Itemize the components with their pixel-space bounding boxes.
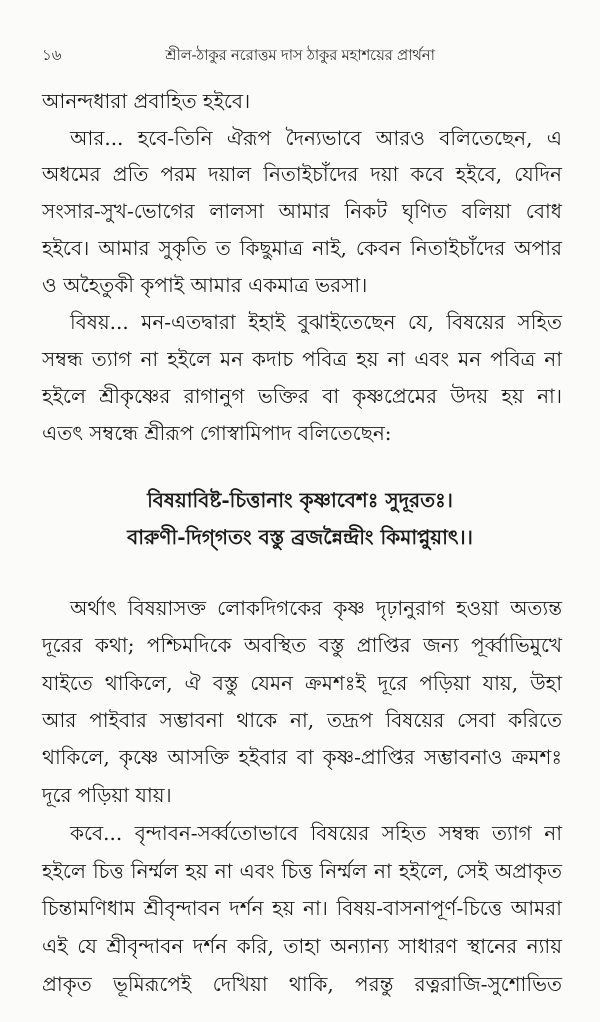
text-line: হইলে শ্রীকৃষ্ণের রাগানুগ ভক্তির বা কৃষ্ণপ্রেমের উদয় হয় না। <box>42 384 562 408</box>
text-line: হইবে। আমার সুকৃতি ত কিছুমাত্র নাই, কেবন নিতাইচাঁদের অপার <box>42 236 562 260</box>
text-line: আনন্দধারা প্রবাহিত হইবে। <box>42 89 251 113</box>
text-line: আর পাইবার সম্ভাবনা থাকে না, তদ্রূপ বিষয়ের সেবা করিতে <box>42 708 562 732</box>
page-number: ১৬ <box>42 46 62 64</box>
text-line: এতৎ সম্বন্ধে শ্রীরূপ গোস্বামিপাদ বলিতেছেন: <box>42 421 392 445</box>
text-line: দূরের কথা; পশ্চিমদিকে অবস্থিত বস্তু প্রাপ্তির জন্য পূর্ব্বাভিমুখে <box>42 633 562 657</box>
text-line: প্রাকৃত ভূমিরূপেই দেখিয়া থাকি, পরন্তু রত্নরাজি-সুশোভিত <box>42 972 562 996</box>
text-line: সংসার-সুখ-ভোগের লালসা আমার নিকট ঘৃণিত বলিয়া বোধ <box>42 199 562 223</box>
text-line: চিন্তামণিধাম শ্রীবৃন্দাবন দর্শন হয় না। বিষয়-বাসনাপূর্ণ-চিত্তে আমরা <box>42 896 562 920</box>
verse-line: বারুণী-দিগ্‌গতং বস্তু ব্রজন্নৈন্দ্রীং কিমাপ্নুয়াৎ।। <box>127 525 473 549</box>
text-line: বিষয়... মন-এতদ্বারা ইহাই বুঝাইতেছেন যে, বিষয়ের সহিত <box>70 310 562 334</box>
running-title: শ্রীল-ঠাকুর নরোত্তম দাস ঠাকুর মহাশয়ের প্রার্থনা <box>165 46 435 64</box>
text-line: অর্থাৎ বিষয়াসক্ত লোকদিগকের কৃষ্ণ দৃঢ়ানুরাগ হওয়া অত্যন্ত <box>70 596 562 620</box>
text-line: যাইতে থাকিলে, ঐ বস্তু যেমন ক্রমশঃই দূরে পড়িয়া যায়, উহা <box>42 671 562 695</box>
text-line: সম্বন্ধ ত্যাগ না হইলে মন কদাচ পবিত্র হয় না এবং মন পবিত্র না <box>42 347 562 371</box>
text-line: ও অহৈতুকী কৃপাই আমার একমাত্র ভরসা। <box>42 273 368 297</box>
text-line: হইলে চিত্ত নির্ম্মল হয় না এবং চিত্ত নির্ম্মল না হইলে, সেই অপ্রাকৃত <box>42 859 562 883</box>
text-line: এই যে শ্রীবৃন্দাবন দর্শন করি, তাহা অন্যান্য সাধারণ স্থানের ন্যায় <box>42 934 562 958</box>
text-line: আর... হবে-তিনি ঐরূপ দৈন্যভাবে আরও বলিতেছেন, এ <box>70 126 562 150</box>
text-line: কবে... বৃন্দাবন-সর্ব্বতোভাবে বিষয়ের সহিত সম্বন্ধ ত্যাগ না <box>70 821 562 845</box>
text-line: থাকিলে, কৃষ্ণে আসক্তি হইবার বা কৃষ্ণ-প্রাপ্তির সম্ভাবনাও ক্রমশঃ <box>42 745 562 769</box>
text-line: অধমের প্রতি পরম দয়াল নিতাইচাঁদের দয়া কবে হইবে, যেদিন <box>42 162 562 186</box>
text-line: দূরে পড়িয়া যায়। <box>42 783 172 807</box>
verse-line: বিষয়াবিষ্ট-চিত্তানাং কৃষ্ণাবেশঃ সুদূরতঃ। <box>147 488 453 512</box>
